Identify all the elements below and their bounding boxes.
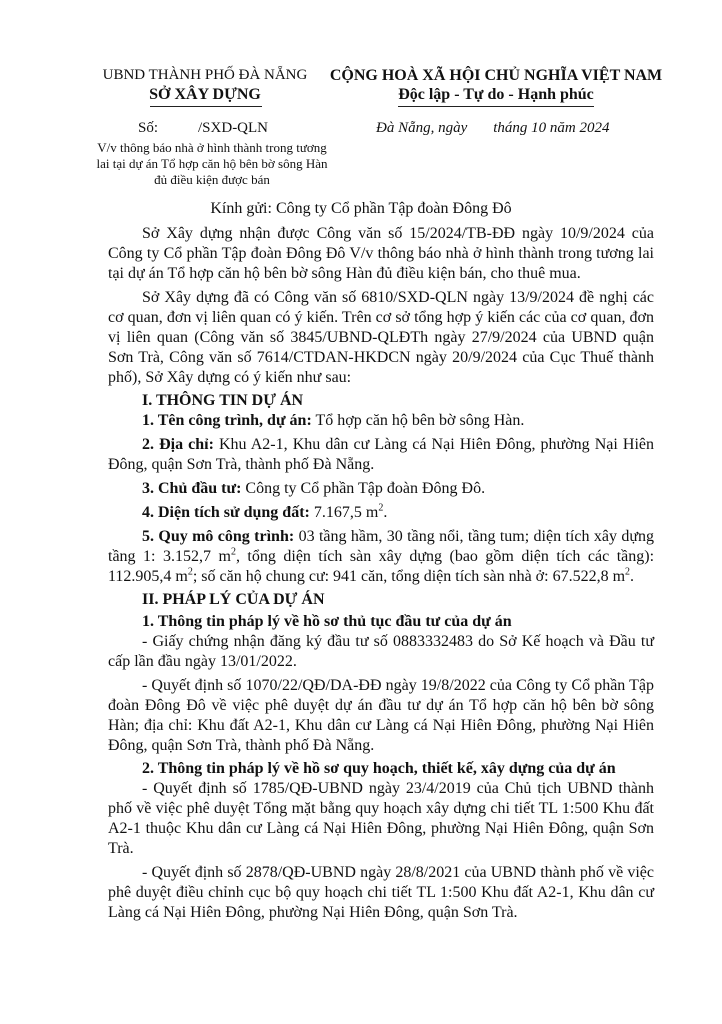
header-left	[90, 66, 320, 105]
org-parent: UBND THÀNH PHỐ ĐÀ NẴNG	[102, 67, 308, 83]
date-month: tháng 10 năm 2024	[493, 120, 610, 136]
list-item: 5. Quy mô công trình: 03 tầng hầm, 30 tầng nổi, tầng tum; diện tích xây dựng tầng 1: 3.152,7 $m^2$, tổng diện tích sàn xây dựng (bao gồm diện tích các tầng): 112.905,4 $m^2$; số căn hộ chung cư: 941 căn, tổng diện tích sàn nhà ở: 67.522,8 $m^2$.	[108, 528, 655, 585]
date-place: Đà Nẵng, ngày	[376, 120, 468, 136]
recipient: Kính gửi: Công ty Cổ phần Tập đoàn Đông Đô	[210, 200, 512, 217]
so-value: /SXD-QLN	[198, 120, 269, 136]
document-date	[376, 119, 610, 137]
list-item: 2. Địa chỉ: Khu A2-1, Khu dân cư Làng cá Nại Hiên Đông, phường Nại Hiên Đông, quận Sơn Trà, thành phố Đà Nẵng.	[108, 436, 654, 473]
country-name: CỘNG HOÀ XÃ HỘI CHỦ NGHĨA VIỆT NAM	[329, 67, 663, 84]
paragraph: Sở Xây dựng đã có Công văn số 6810/SXD-QLN ngày 13/9/2024 đề nghị các cơ quan, đơn vị liên quan có ý kiến. Trên cơ sở tổng hợp ý kiến các của cơ quan, đơn vị liên quan (Công văn số 3845/UBND-QLĐTh ngày 27/9/2024 của UBND quận Sơn Trà, Công văn số 7614/CTDAN-HKDCN ngày 20/9/2024 của Cục Thuế thành phố), Sở Xây dựng có ý kiến như sau:	[108, 289, 654, 386]
section-title: I. THÔNG TIN DỰ ÁN	[142, 392, 304, 409]
item-label: 5. Quy mô công trình:	[142, 528, 295, 545]
motto: Độc lập - Tự do - Hạnh phúc	[398, 86, 594, 103]
list-item: 1. Tên công trình, dự án: Tổ hợp căn hộ bên bờ sông Hàn.	[142, 412, 525, 429]
list-item: - Giấy chứng nhận đăng ký đầu tư số 0883332483 do Sở Kế hoạch và Đầu tư cấp lần đầu ngày 13/01/2022.	[108, 633, 654, 670]
list-item: 4. Diện tích sử dụng đất: 7.167,5 $m^2$.	[142, 502, 388, 521]
list-item: 3. Chủ đầu tư: Công ty Cổ phần Tập đoàn Đông Đô.	[142, 480, 486, 497]
subsection-title: 2. Thông tin pháp lý về hồ sơ quy hoạch, thiết kế, xây dựng của dự án	[142, 760, 616, 777]
subject-line: V/v thông báo nhà ở hình thành trong tương lai tại dự án Tổ hợp căn hộ bên bờ sông Hàn đủ điều kiện được bán	[96, 140, 328, 187]
section-title: II. PHÁP LÝ CỦA DỰ ÁN	[142, 591, 325, 608]
org-name: SỞ XÂY DỰNG	[149, 86, 261, 103]
header-left-rule	[150, 106, 262, 107]
item-label: 3. Chủ đầu tư:	[142, 480, 242, 497]
subsection-title: 1. Thông tin pháp lý về hồ sơ thủ tục đầu tư của dự án	[142, 613, 512, 630]
list-item: - Quyết định số 1070/22/QĐ/DA-ĐĐ ngày 19/8/2022 của Công ty Cổ phần Tập đoàn Đông Đô về việc phê duyệt dự án đầu tư dự án Tổ hợp căn hộ bên bờ sông Hàn; địa chỉ: Khu đất A2-1, Khu dân cư Làng cá Nại Hiên Đông, phường Nại Hiên Đông, quận Sơn Trà, thành phố Đà Nẵng.	[108, 677, 654, 754]
header-right-rule	[398, 106, 594, 107]
paragraph: Sở Xây dựng nhận được Công văn số 15/2024/TB-ĐĐ ngày 10/9/2024 của Công ty Cổ phần Tập đoàn Đông Đô V/v thông báo nhà ở hình thành trong tương lai tại dự án Tổ hợp căn hộ bên bờ sông Hàn đủ điều kiện bán, cho thuê mua.	[108, 225, 654, 282]
item-label: 2. Địa chỉ:	[142, 436, 214, 453]
list-item: - Quyết định số 1785/QĐ-UBND ngày 23/4/2019 của Chủ tịch UBND thành phố về việc phê duyệt Tổng mặt bằng quy hoạch xây dựng chi tiết TL 1:500 Khu đất A2-1 thuộc Khu dân cư Làng cá Nại Hiên Đông, phường Nại Hiên Đông, quận Sơn Trà.	[108, 780, 654, 857]
document-number	[138, 119, 268, 137]
document-body	[108, 224, 654, 923]
list-item: - Quyết định số 2878/QĐ-UBND ngày 28/8/2021 của UBND thành phố về việc phê duyệt điều chỉnh cục bộ quy hoạch chi tiết TL 1:500 Khu đất A2-1, Khu dân cư Làng cá Nại Hiên Đông, phường Nại Hiên Đông, quận Sơn Trà.	[108, 864, 654, 921]
item-label: 1. Tên công trình, dự án:	[142, 412, 312, 429]
so-label: Số:	[138, 120, 159, 136]
item-label: 4. Diện tích sử dụng đất:	[142, 504, 310, 521]
header-right	[326, 66, 666, 105]
